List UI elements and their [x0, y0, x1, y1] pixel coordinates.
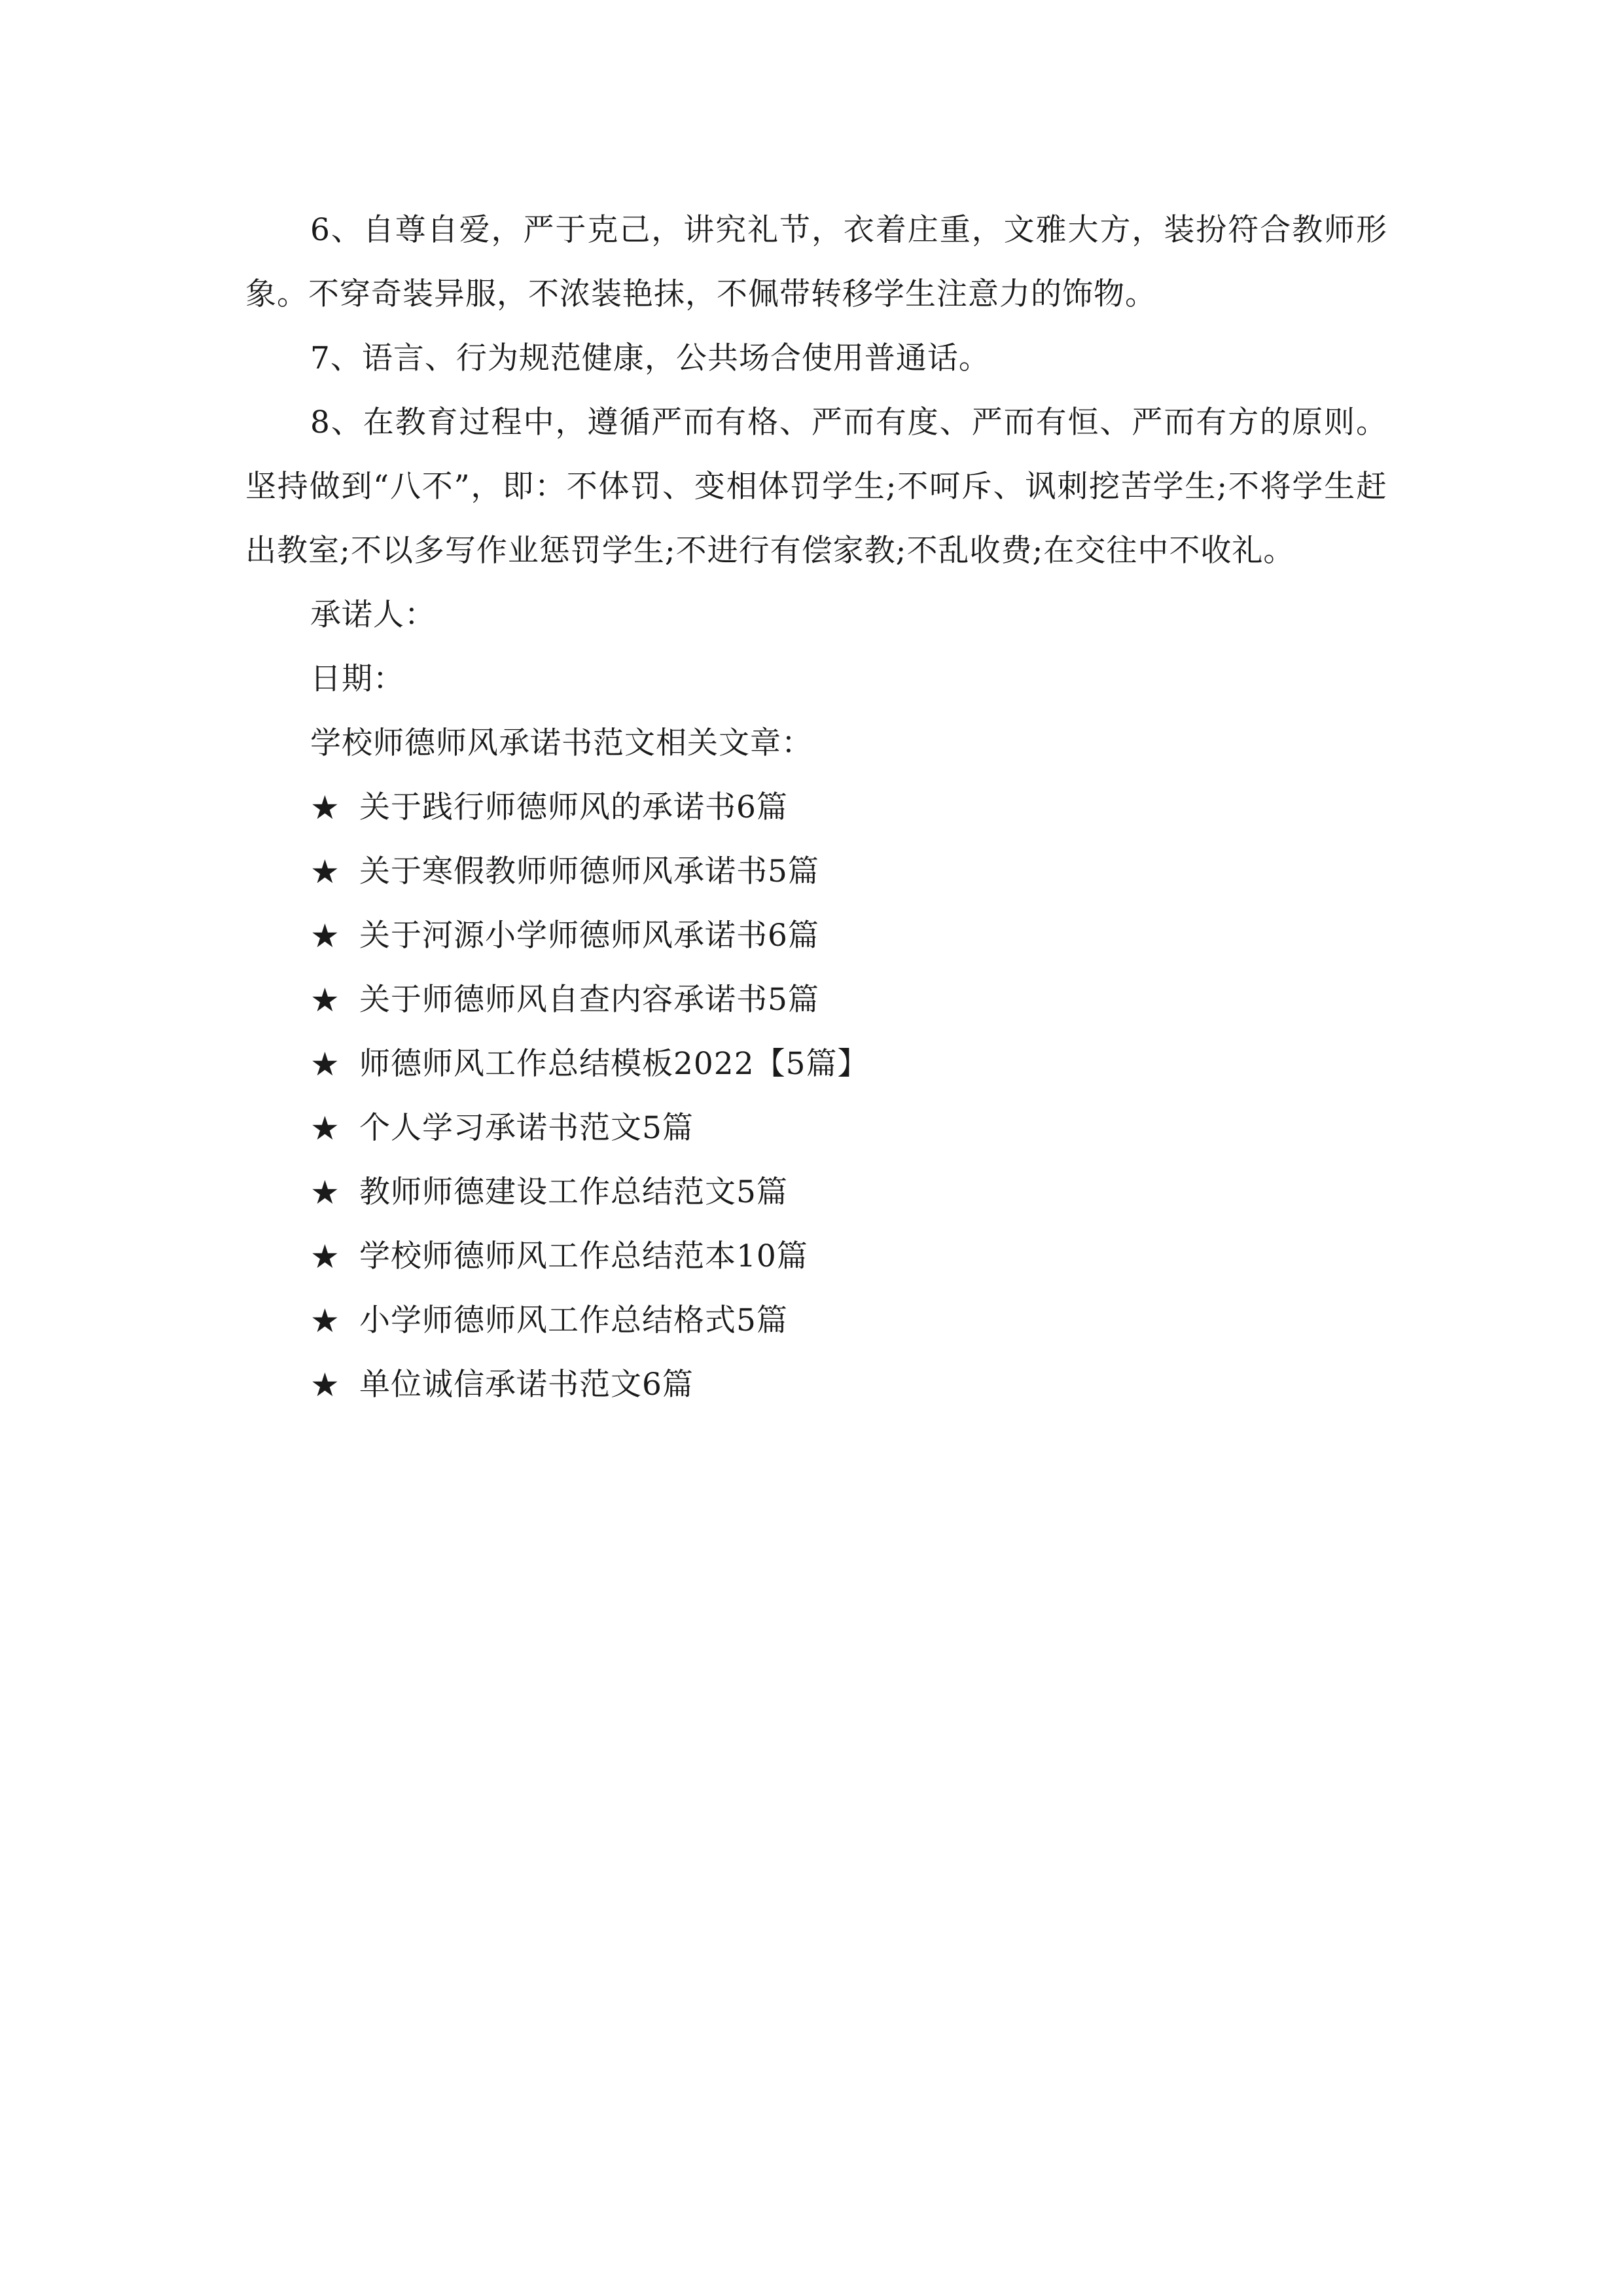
- document-body: [245, 198, 1387, 1417]
- related-article-title: 关于践行师德师风的承诺书6篇: [359, 789, 788, 825]
- related-article-title: 学校师德师风工作总结范本10篇: [359, 1238, 808, 1274]
- related-article-link[interactable]: [245, 776, 1387, 840]
- black-star-icon: ★: [310, 1302, 340, 1340]
- related-article-title: 单位诚信承诺书范文6篇: [359, 1367, 694, 1403]
- related-article-link[interactable]: [245, 1289, 1387, 1353]
- related-article-title: 小学师德师风工作总结格式5篇: [359, 1302, 788, 1338]
- black-star-icon: ★: [310, 981, 340, 1019]
- black-star-icon: ★: [310, 853, 340, 891]
- related-article-title: 关于师德师风自查内容承诺书5篇: [359, 982, 819, 1018]
- related-article-link[interactable]: [245, 1160, 1387, 1225]
- related-article-title: 关于河源小学师德师风承诺书6篇: [359, 918, 819, 954]
- related-article-link[interactable]: [245, 968, 1387, 1032]
- related-article-title: 教师师德建设工作总结范文5篇: [359, 1174, 788, 1210]
- paragraph-item-6: 6、自尊自爱，严于克己，讲究礼节，衣着庄重，文雅大方，装扮符合教师形象。不穿奇装异服，不浓装艳抹，不佩带转移学生注意力的饰物。: [245, 212, 1387, 312]
- black-star-icon: ★: [310, 1045, 340, 1083]
- paragraph-item-8: 8、在教育过程中，遵循严而有格、严而有度、严而有恒、严而有方的原则。坚持做到“八不”，即：不体罚、变相体罚学生;不呵斥、讽刺挖苦学生;不将学生赶出教室;不以多写作业惩罚学生;不进行有偿家教;不乱收费;在交往中不收礼。: [245, 404, 1387, 569]
- black-star-icon: ★: [310, 1174, 340, 1211]
- related-article-link[interactable]: [245, 1096, 1387, 1160]
- related-articles-heading: 学校师德师风承诺书范文相关文章：: [310, 725, 813, 761]
- related-article-link[interactable]: [245, 1353, 1387, 1417]
- related-article-title: 关于寒假教师师德师风承诺书5篇: [359, 853, 819, 889]
- related-article-link[interactable]: [245, 1032, 1387, 1096]
- related-article-link[interactable]: [245, 1225, 1387, 1289]
- black-star-icon: ★: [310, 1109, 340, 1147]
- black-star-icon: ★: [310, 1366, 340, 1404]
- black-star-icon: ★: [310, 917, 340, 955]
- related-article-link[interactable]: [245, 840, 1387, 904]
- signer-label: 承诺人：: [310, 597, 436, 633]
- related-article-title: 个人学习承诺书范文5篇: [359, 1110, 694, 1146]
- related-article-title: 师德师风工作总结模板2022【5篇】: [359, 1046, 869, 1082]
- paragraph-item-7: 7、语言、行为规范健康，公共场合使用普通话。: [310, 340, 990, 376]
- black-star-icon: ★: [310, 1238, 340, 1276]
- black-star-icon: ★: [310, 789, 340, 827]
- date-label: 日期：: [310, 661, 404, 697]
- related-article-link[interactable]: [245, 904, 1387, 968]
- related-articles-list: [245, 776, 1387, 1417]
